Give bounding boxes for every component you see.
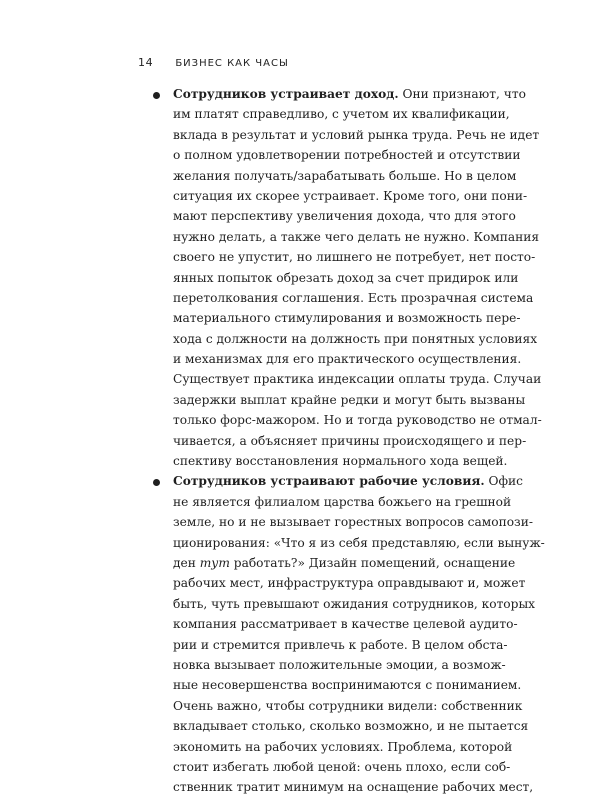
text-line: компания рассматривает в качестве целевой аудито- (173, 617, 518, 632)
text-line: новка вызывает положительные эмоции, а возмож- (173, 657, 506, 672)
page-body (150, 84, 545, 798)
emphasis: тут (199, 555, 230, 570)
text-line: ситуация их скорее устраивает. Кроме того, они пони- (173, 188, 528, 203)
text-line: им платят справедливо, с учетом их квалификации, (173, 107, 510, 122)
text-line: чивается, а объясняет причины происходящего и пер- (173, 433, 527, 448)
text-line: быть, чуть превышают ожидания сотрудников, которых (173, 596, 536, 611)
text-line: о полном удовлетворении потребностей и отсутствии (173, 148, 521, 163)
bullet-heading: Сотрудников устраивают рабочие условия. (173, 474, 485, 489)
text-line: ционирования: «Что я из себя представляю, если вынуж- (173, 535, 545, 550)
bullet-income (150, 84, 542, 471)
text-line: вкладывает столько, сколько возможно, и не пытается (173, 719, 529, 734)
text-line: не является филиалом царства божьего на грешной (173, 494, 512, 509)
text-line: Сотрудников устраивает доход. Они признают, что (173, 87, 526, 101)
text-line: экономить на рабочих условиях. Проблема, которой (173, 739, 513, 754)
text-line: ные несовершенства воспринимаются с пониманием. (173, 678, 522, 693)
text-line: спективу восстановления нормального хода вещей. (173, 454, 508, 469)
text-line: Существует практика индексации оплаты труда. Случаи (173, 372, 542, 387)
text-line: стоит избегать любой ценой: очень плохо, если соб- (173, 759, 511, 774)
text-line: ственник тратит минимум на оснащение рабочих мест, (173, 780, 534, 795)
text-line: только форс-мажором. Но и тогда руководство не отмал- (173, 413, 542, 428)
bullet-text (173, 471, 545, 797)
text-line: рабочих мест, инфраструктура оправдывают и, может (173, 576, 526, 591)
text-line: своего не упустит, но лишнего не потребует, нет посто- (173, 250, 536, 265)
text-line: рии и стремится привлечь к работе. В целом обста- (173, 637, 508, 652)
text-line: хода с должности на должность при понятных условиях (173, 331, 538, 346)
text-line: мают перспективу увеличения дохода, что для этого (173, 209, 516, 224)
bullet-text (173, 84, 542, 471)
running-header (138, 56, 289, 69)
text-line: желания получать/зарабатывать больше. Но в целом (173, 168, 517, 183)
text-line: и механизмах для его практического осуществления. (173, 352, 522, 367)
book-title: БИЗНЕС КАК ЧАСЫ (175, 58, 289, 69)
bullet-work-conditions (150, 471, 545, 797)
bullet-heading: Сотрудников устраивает доход. (173, 87, 399, 101)
text-line: Очень важно, чтобы сотрудники видели: собственник (173, 698, 523, 713)
text-line: Сотрудников устраивают рабочие условия. Офис (173, 474, 524, 489)
bullet-dot-icon (153, 479, 160, 486)
text-line: перетолкования соглашения. Есть прозрачная система (173, 290, 534, 305)
text-line: вклада в результат и условий рынка труда. Речь не идет (173, 127, 540, 142)
text-line: янных попыток обрезать доход за счет придирок или (173, 270, 519, 285)
text-line: материального стимулирования и возможность пере- (173, 311, 521, 326)
text-line: земле, но и не вызывает горестных вопросов самопози- (173, 515, 533, 530)
text-line: нужно делать, а также чего делать не нужно. Компания (173, 229, 540, 244)
text-line: ден тут работать?» Дизайн помещений, оснащение (173, 555, 516, 570)
bullet-dot-icon (153, 92, 160, 99)
page-number: 14 (138, 56, 154, 69)
text-line: задержки выплат крайне редки и могут быть вызваны (173, 392, 526, 407)
